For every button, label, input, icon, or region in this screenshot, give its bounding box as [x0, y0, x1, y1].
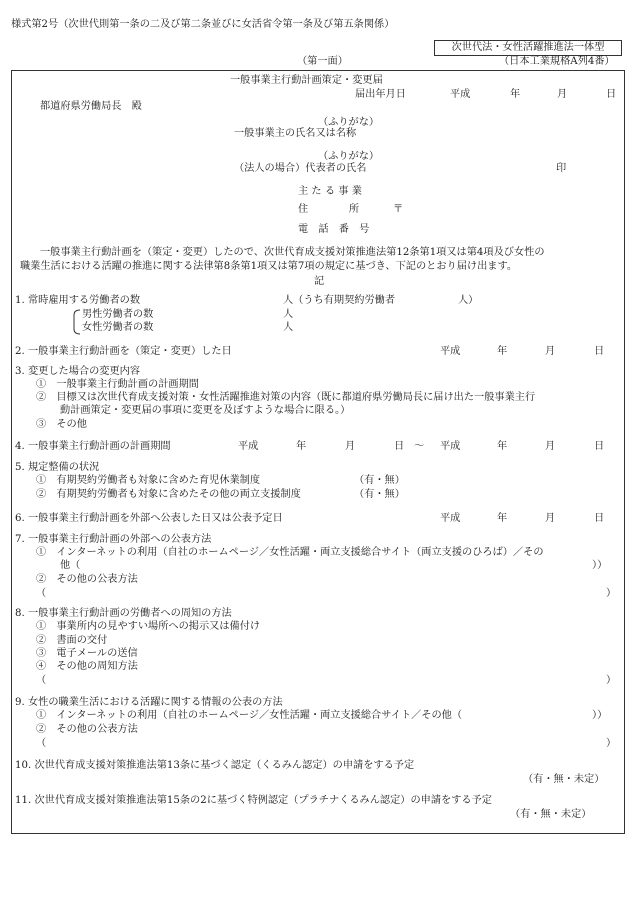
representative-label: （法人の場合）代表者の氏名 [234, 163, 367, 174]
item1-unit: 人（うち有期契約労働者 [283, 295, 396, 306]
item8-paren-close: ） [606, 675, 617, 686]
date-label: 届出年月日 [355, 89, 406, 100]
item4-year: 年 [296, 441, 307, 452]
intro-line-2: 職業生活における活躍の推進に関する法律第8条第1項又は第7項の規定に基づき、下記のとおり届け出ます。 [20, 261, 518, 272]
form-title: 一般事業主行動計画策定・変更届 [230, 75, 383, 86]
item7-paren-close: ） [606, 588, 617, 599]
item4-label: 4. 一般事業主行動計画の計画期間 [15, 441, 171, 452]
phone-label: 電 話 番 号 [298, 224, 370, 235]
employer-name-label: 一般事業主の氏名又は名称 [234, 128, 357, 139]
item6-label: 6. 一般事業主行動計画を外部へ公表した日又は公表予定日 [15, 513, 283, 524]
item1-male: 男性労働者の数 [82, 309, 154, 320]
item10-value: （有・無・未定） [523, 774, 605, 785]
item1-male-unit: 人 [283, 309, 294, 320]
seal-mark: 印 [556, 163, 567, 174]
item2-era: 平成 [440, 346, 461, 357]
item6-month: 月 [545, 513, 556, 524]
item6-era: 平成 [440, 513, 461, 524]
postal-mark: 〒 [393, 204, 404, 215]
item6-year: 年 [497, 513, 508, 524]
item5-option-2-value: （有・無） [354, 489, 405, 500]
intro-line-1: 一般事業主行動計画を（策定・変更）したので、次世代育成支援対策推進法第12条第1項又は第4項及び女性の [40, 247, 545, 258]
item10-label: 10. 次世代育成支援対策推進法第13条に基づく認定（くるみん認定）の申請をする予定 [15, 760, 415, 771]
item1-female: 女性労働者の数 [82, 322, 154, 333]
item3-option-3: ③ その他 [36, 419, 87, 430]
item1-label: 1. 常時雇用する労働者の数 [15, 295, 141, 306]
furigana-label-1: （ふりがな） [318, 117, 380, 128]
item8-paren-open: （ [36, 675, 47, 686]
item3-option-1: ① 一般事業主行動計画の計画期間 [36, 379, 199, 390]
item9-option-2: ② その他の公表方法 [36, 724, 138, 735]
item11-label: 11. 次世代育成支援対策推進法第15条の2に基づく特例認定（プラチナくるみん認定）の申請をする予定 [15, 795, 492, 806]
item7-option-1b-end: ）） [592, 560, 608, 571]
item4-era-2: 平成 [440, 441, 461, 452]
date-era: 平成 [450, 89, 471, 100]
addressee: 都道府県労働局長 殿 [40, 101, 142, 112]
item3-option-2a: ② 目標又は次世代育成支援対策・女性活躍推進対策の内容（既に都道府県労働局長に届け出た一般事業主行 [36, 392, 536, 403]
item9-label: 9. 女性の職業生活における活躍に関する情報の公表の方法 [15, 697, 283, 708]
item5-option-2: ② 有期契約労働者も対象に含めたその他の両立支援制度 [36, 489, 301, 500]
item9-option-1-end: ）） [592, 710, 608, 721]
item4-day-2: 日 [594, 441, 605, 452]
item8-option-3: ③ 電子メールの送信 [36, 648, 138, 659]
address-label: 住 所 [298, 204, 360, 215]
item4-era: 平成 [238, 441, 259, 452]
date-year: 年 [510, 89, 521, 100]
item3-label: 3. 変更した場合の変更内容 [15, 366, 141, 377]
item1-female-unit: 人 [283, 322, 294, 333]
paper-size: （日本工業規格A列4番） [499, 56, 615, 67]
date-day: 日 [606, 89, 617, 100]
item6-day: 日 [594, 513, 605, 524]
item4-month: 月 [345, 441, 356, 452]
item1-bracket [70, 309, 82, 335]
item11-value: （有・無・未定） [510, 809, 592, 820]
item7-option-1a: ① インターネットの利用（自社のホームページ／女性活躍・両立支援総合サイト（両立支援のひろば）／その [36, 547, 544, 558]
item4-day: 日 [394, 441, 405, 452]
item8-option-2: ② 書面の交付 [36, 635, 108, 646]
item5-option-1: ① 有期契約労働者も対象に含めた育児休業制度 [36, 475, 261, 486]
item5-label: 5. 規定整備の状況 [15, 462, 100, 473]
item8-option-1: ① 事業所内の見やすい場所への掲示又は備付け [36, 621, 261, 632]
item4-year-2: 年 [497, 441, 508, 452]
item4-month-2: 月 [545, 441, 556, 452]
item7-paren-open: （ [36, 588, 47, 599]
page-label: （第一面） [297, 56, 348, 67]
item8-label: 8. 一般事業主行動計画の労働者への周知の方法 [15, 608, 232, 619]
item3-option-2b: 動計画策定・変更届の事項に変更を及ぼすような場合に限る。） [60, 405, 351, 416]
item2-month: 月 [545, 346, 556, 357]
item2-year: 年 [497, 346, 508, 357]
form-type-box: 次世代法・女性活躍推進法一体型 [434, 40, 622, 56]
item7-option-1b: 他（ [60, 560, 81, 571]
item9-paren-open: （ [36, 738, 47, 749]
item4-tilde: 〜 [414, 441, 425, 452]
item9-paren-close: ） [606, 738, 617, 749]
item5-option-1-value: （有・無） [354, 475, 405, 486]
item2-day: 日 [594, 346, 605, 357]
item1-unit-end: 人） [458, 295, 479, 306]
item9-option-1: ① インターネットの利用（自社のホームページ／女性活躍・両立支援総合サイト／その他（ [36, 710, 463, 721]
item7-label: 7. 一般事業主行動計画の外部への公表方法 [15, 534, 212, 545]
item7-option-2: ② その他の公表方法 [36, 574, 138, 585]
item2-label: 2. 一般事業主行動計画を（策定・変更）した日 [15, 346, 232, 357]
ki-mark: 記 [314, 276, 325, 287]
item8-option-4: ④ その他の周知方法 [36, 661, 138, 672]
business-label: 主 た る 事 業 [298, 186, 362, 197]
form-number: 様式第2号（次世代則第一条の二及び第二条並びに女活省令第一条及び第五条関係） [11, 19, 395, 30]
date-month: 月 [557, 89, 568, 100]
furigana-label-2: （ふりがな） [318, 151, 380, 162]
